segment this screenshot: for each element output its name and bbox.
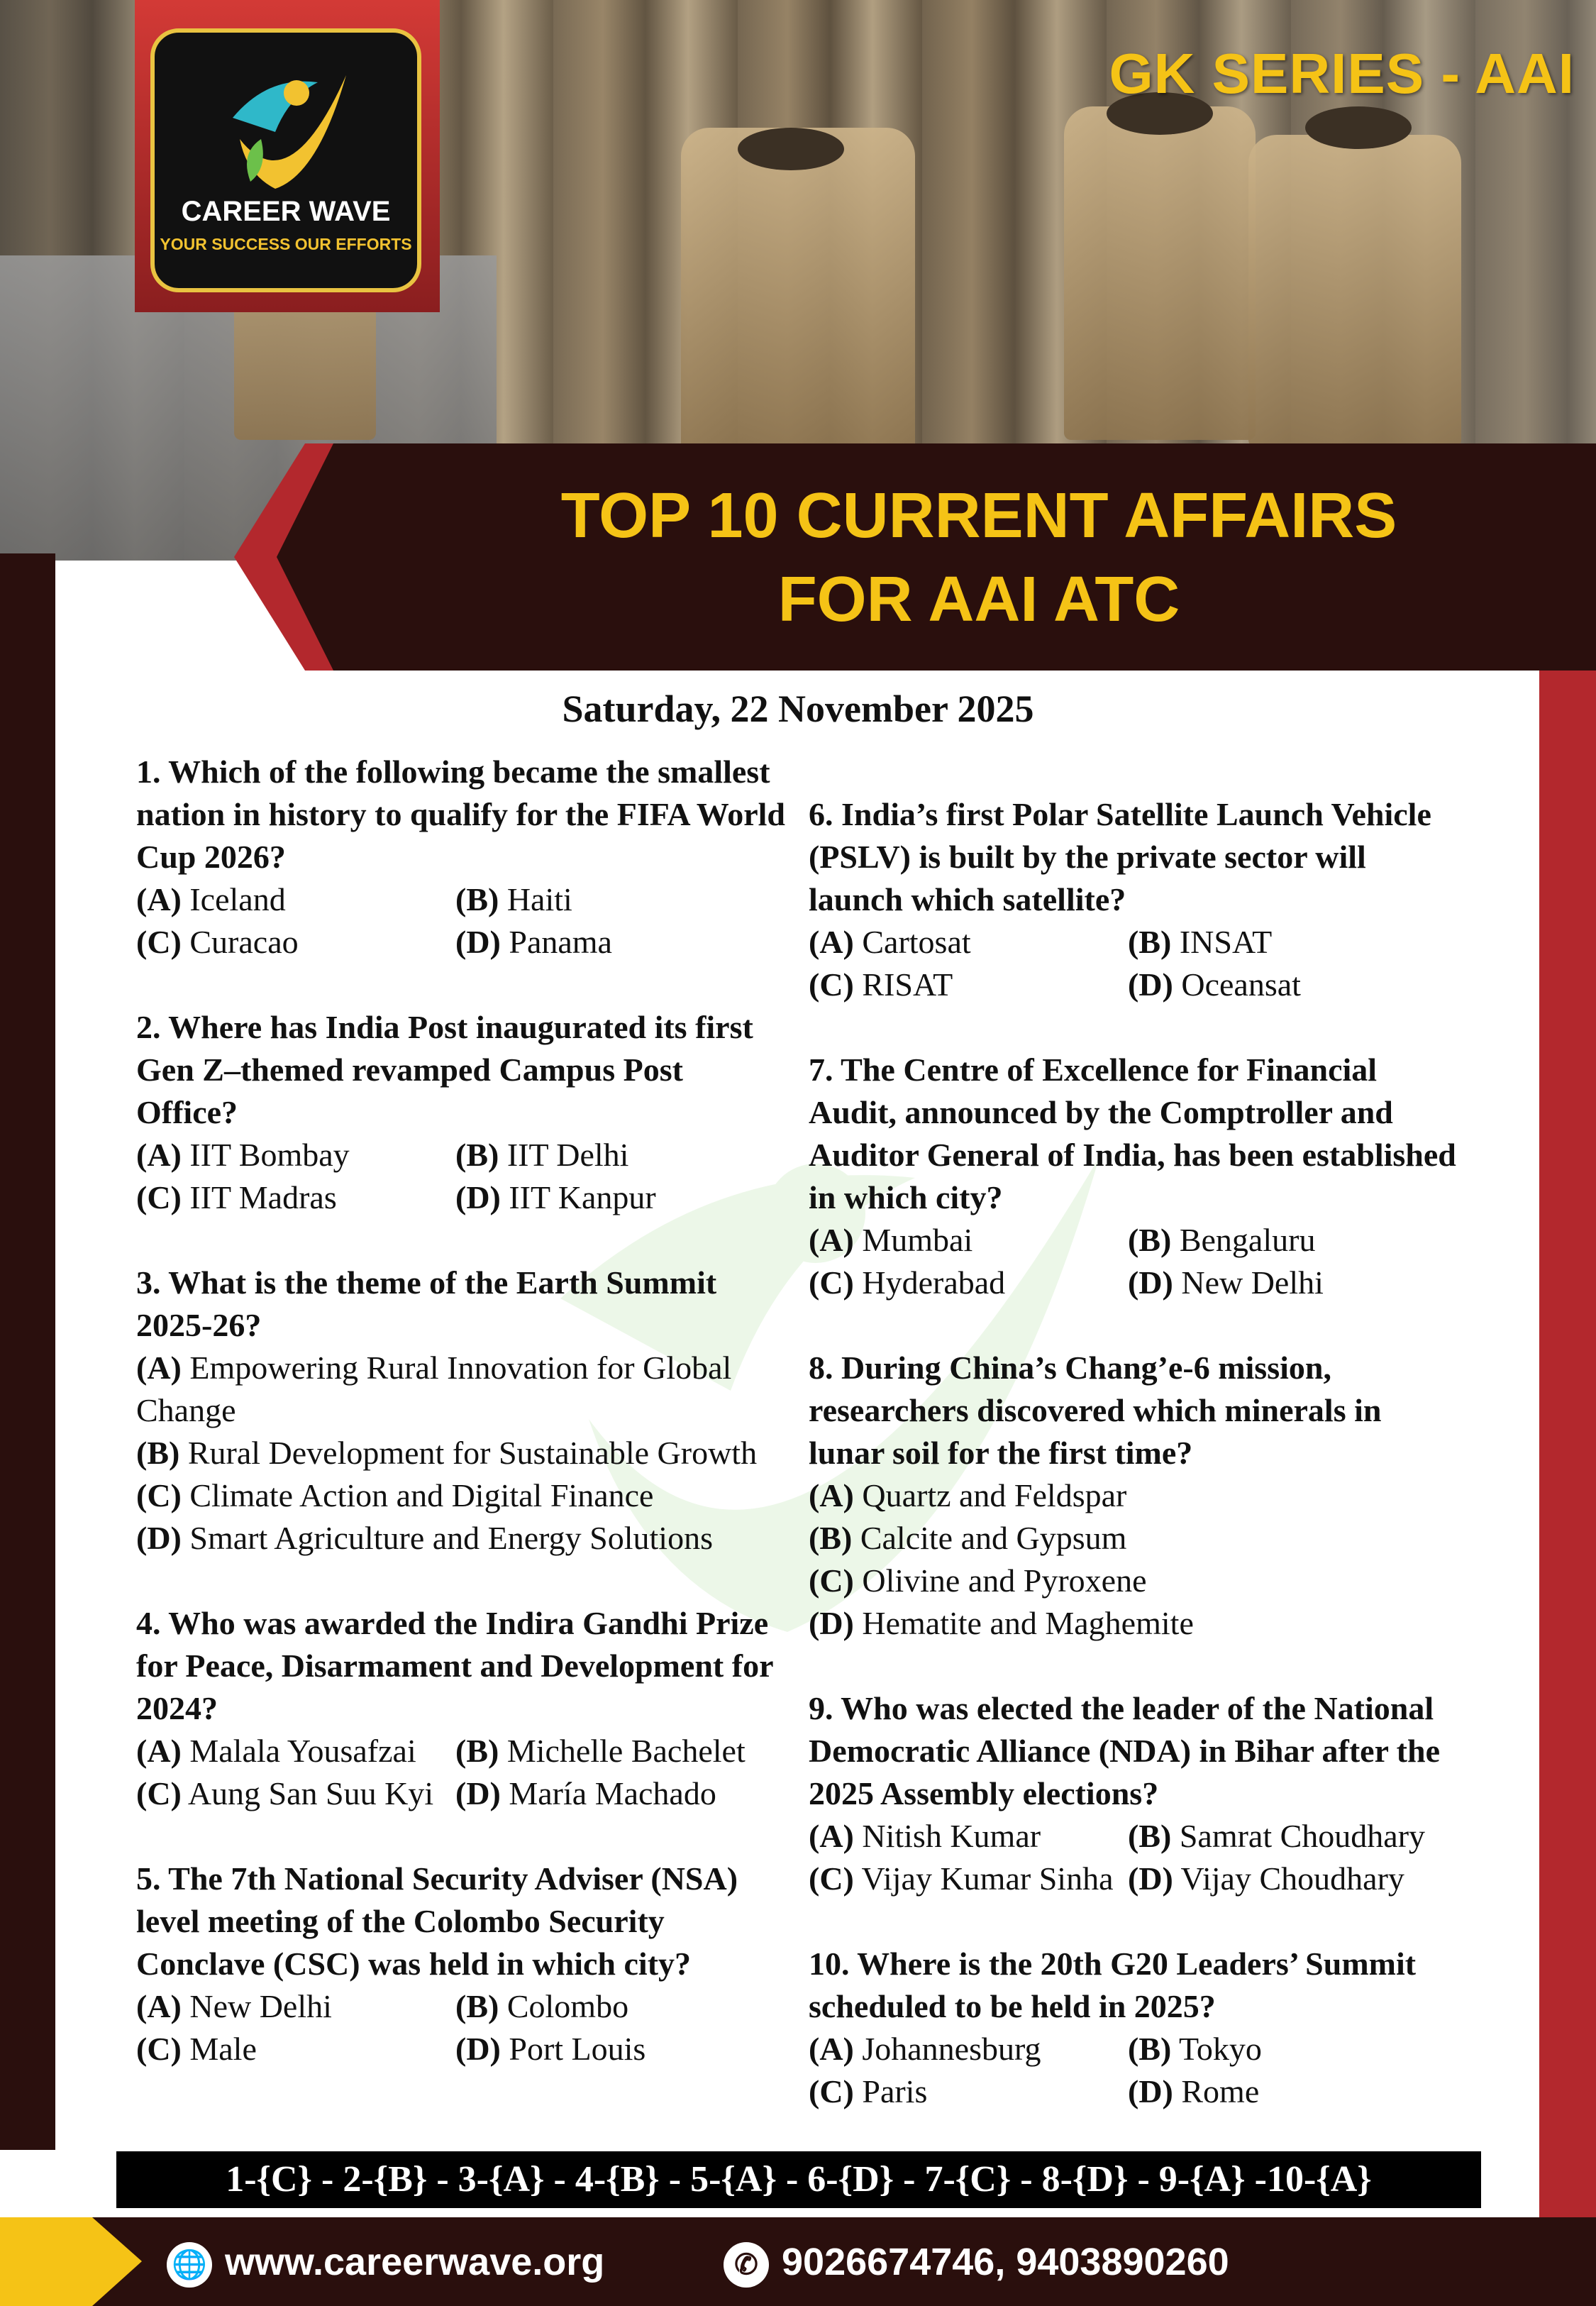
website-link[interactable] bbox=[167, 2234, 604, 2290]
option-a[interactable]: (A) Mumbai bbox=[809, 1222, 973, 1258]
question-6 bbox=[809, 793, 1461, 1006]
option-d[interactable]: (D) Rome bbox=[1128, 2073, 1260, 2109]
option-d[interactable]: (D) Panama bbox=[455, 924, 612, 960]
option-d[interactable]: (D) Hematite and Maghemite bbox=[809, 1605, 1194, 1641]
logo-title: CAREER WAVE bbox=[181, 196, 391, 227]
option-c[interactable]: (C) Hyderabad bbox=[809, 1264, 1006, 1301]
option-c[interactable]: (C) IIT Madras bbox=[136, 1179, 337, 1215]
question-10 bbox=[809, 1943, 1461, 2113]
option-b[interactable]: (B) Colombo bbox=[455, 1988, 629, 2024]
question-2 bbox=[136, 1006, 789, 1219]
option-d[interactable]: (D) Vijay Choudhary bbox=[1128, 1860, 1404, 1897]
option-c[interactable]: (C) Aung San Suu Kyi bbox=[136, 1775, 434, 1811]
option-b[interactable]: (B) Haiti bbox=[455, 881, 572, 917]
phone-link[interactable] bbox=[724, 2234, 1229, 2290]
date-label: Saturday, 22 November 2025 bbox=[562, 688, 1034, 730]
option-b[interactable]: (B) Samrat Choudhary bbox=[1128, 1818, 1426, 1854]
options bbox=[809, 1219, 1461, 1304]
option-a[interactable]: (A) Nitish Kumar bbox=[809, 1818, 1041, 1854]
question-text: 8. During China’s Chang’e-6 mission, researchers discovered which minerals in lunar soil for the first time? bbox=[809, 1350, 1382, 1471]
page-title bbox=[277, 474, 1596, 641]
website-text: www.careerwave.org bbox=[225, 2241, 605, 2283]
question-text: 9. Who was elected the leader of the National Democratic Alliance (NDA) in Bihar after the 2025 Assembly elections? bbox=[809, 1690, 1440, 1811]
options bbox=[809, 921, 1461, 1006]
question-1 bbox=[136, 751, 789, 964]
option-b[interactable]: (B) Tokyo bbox=[1128, 2031, 1262, 2067]
option-d[interactable]: (D) María Machado bbox=[455, 1775, 716, 1811]
globe-icon: 🌐 bbox=[167, 2242, 212, 2288]
question-text: 7. The Centre of Excellence for Financial Audit, announced by the Comptroller and Auditor General of India, has been established in which city? bbox=[809, 1052, 1456, 1215]
option-a[interactable]: (A) Malala Yousafzai bbox=[136, 1733, 416, 1769]
question-4 bbox=[136, 1602, 789, 1815]
logo-tagline: YOUR SUCCESS OUR EFFORTS bbox=[160, 235, 412, 253]
question-5 bbox=[136, 1858, 789, 2070]
logo-inner bbox=[150, 28, 421, 292]
career-wave-logo-icon bbox=[211, 54, 367, 210]
options bbox=[136, 1985, 789, 2070]
question-3 bbox=[136, 1262, 789, 1560]
option-a[interactable]: (A) New Delhi bbox=[136, 1988, 332, 2024]
parade-cap bbox=[1305, 106, 1412, 149]
phone-text: 9026674746, 9403890260 bbox=[782, 2241, 1229, 2283]
question-text: 3. What is the theme of the Earth Summit 2025-26? bbox=[136, 1264, 717, 1343]
option-b[interactable]: (B) Bengaluru bbox=[1128, 1222, 1316, 1258]
left-border bbox=[0, 553, 55, 2150]
option-c[interactable]: (C) Male bbox=[136, 2031, 257, 2067]
option-d[interactable]: (D) IIT Kanpur bbox=[455, 1179, 656, 1215]
options bbox=[809, 1474, 1461, 1645]
options bbox=[136, 878, 789, 964]
option-c[interactable]: (C) Olivine and Pyroxene bbox=[809, 1562, 1147, 1599]
options bbox=[809, 1815, 1461, 1900]
options bbox=[809, 2028, 1461, 2113]
option-b[interactable]: (B) IIT Delhi bbox=[455, 1137, 629, 1173]
parade-figure bbox=[1064, 106, 1256, 440]
option-b[interactable]: (B) Rural Development for Sustainable Growth bbox=[136, 1435, 758, 1471]
option-c[interactable]: (C) Climate Action and Digital Finance bbox=[136, 1477, 654, 1513]
option-b[interactable]: (B) INSAT bbox=[1128, 924, 1273, 960]
option-a[interactable]: (A) Johannesburg bbox=[809, 2031, 1041, 2067]
question-8 bbox=[809, 1347, 1461, 1645]
title-line-2: FOR AAI ATC bbox=[777, 564, 1180, 635]
options bbox=[136, 1134, 789, 1219]
questions-left-column bbox=[136, 751, 789, 2113]
option-a[interactable]: (A) Empowering Rural Innovation for Global Change bbox=[136, 1350, 732, 1428]
answer-key: 1-{C} - 2-{B} - 3-{A} - 4-{B} - 5-{A} - 6-{D} - 7-{C} - 8-{D} - 9-{A} -10-{A} bbox=[116, 2151, 1481, 2208]
option-c[interactable]: (C) RISAT bbox=[809, 966, 953, 1003]
parade-figure bbox=[1248, 135, 1461, 447]
option-b[interactable]: (B) Michelle Bachelet bbox=[455, 1733, 746, 1769]
logo bbox=[135, 0, 440, 312]
questions-right-column bbox=[809, 793, 1461, 2156]
parade-figure bbox=[681, 128, 915, 454]
question-7 bbox=[809, 1049, 1461, 1304]
question-9 bbox=[809, 1687, 1461, 1900]
option-b[interactable]: (B) Calcite and Gypsum bbox=[809, 1520, 1127, 1556]
option-a[interactable]: (A) Quartz and Feldspar bbox=[809, 1477, 1127, 1513]
question-text: 6. India’s first Polar Satellite Launch Vehicle (PSLV) is built by the private sector will launch which satellite? bbox=[809, 796, 1431, 917]
option-d[interactable]: (D) Oceansat bbox=[1128, 966, 1301, 1003]
option-d[interactable]: (D) New Delhi bbox=[1128, 1264, 1324, 1301]
question-text: 5. The 7th National Security Adviser (NSA) level meeting of the Colombo Security Conclave (CSC) was held in which city? bbox=[136, 1860, 738, 1982]
question-text: 4. Who was awarded the Indira Gandhi Prize for Peace, Disarmament and Development for 2024? bbox=[136, 1605, 773, 1726]
options bbox=[136, 1730, 789, 1815]
question-text: 10. Where is the 20th G20 Leaders’ Summit scheduled to be held in 2025? bbox=[809, 1946, 1417, 2024]
option-d[interactable]: (D) Port Louis bbox=[455, 2031, 646, 2067]
phone-icon: ✆ bbox=[724, 2242, 769, 2288]
option-c[interactable]: (C) Vijay Kumar Sinha bbox=[809, 1860, 1114, 1897]
option-a[interactable]: (A) IIT Bombay bbox=[136, 1137, 350, 1173]
option-c[interactable]: (C) Paris bbox=[809, 2073, 928, 2109]
series-label: GK SERIES - AAI bbox=[1109, 42, 1575, 105]
option-c[interactable]: (C) Curacao bbox=[136, 924, 299, 960]
question-text: 2. Where has India Post inaugurated its first Gen Z–themed revamped Campus Post Office? bbox=[136, 1009, 753, 1130]
parade-cap bbox=[738, 128, 844, 170]
question-text: 1. Which of the following became the smallest nation in history to qualify for the FIFA World Cup 2026? bbox=[136, 754, 785, 875]
option-a[interactable]: (A) Cartosat bbox=[809, 924, 971, 960]
option-d[interactable]: (D) Smart Agriculture and Energy Solutions bbox=[136, 1520, 713, 1556]
right-border bbox=[1539, 639, 1596, 2228]
options bbox=[136, 1347, 789, 1560]
option-a[interactable]: (A) Iceland bbox=[136, 881, 286, 917]
title-line-1: TOP 10 CURRENT AFFAIRS bbox=[560, 480, 1397, 551]
